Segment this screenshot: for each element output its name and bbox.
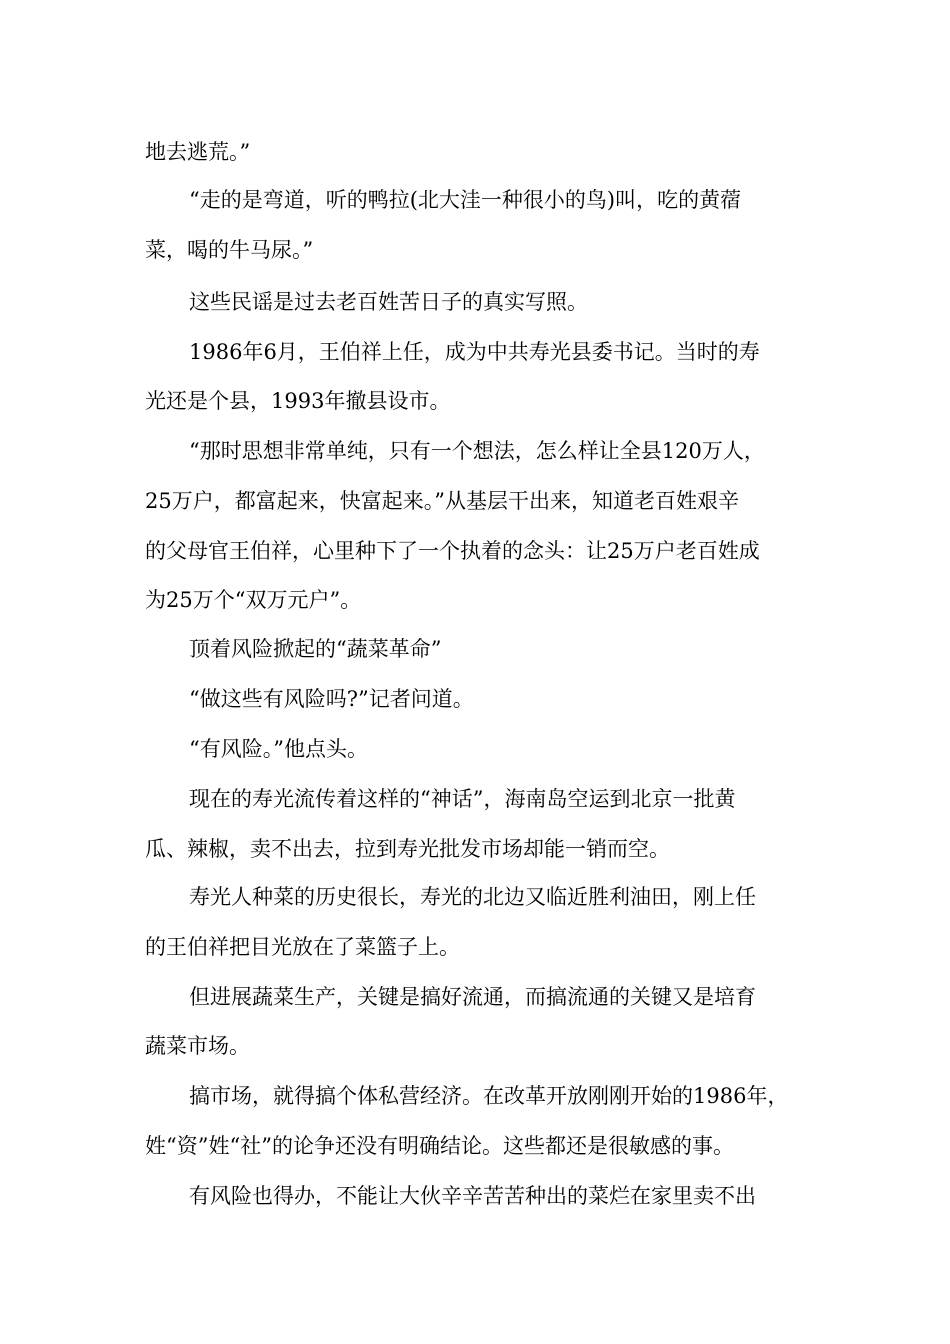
- text-line: 搞市场，就得搞个体私营经济。在改革开放刚刚开始的1986年，: [189, 1084, 789, 1108]
- text-line: 但进展蔬菜生产，关键是搞好流通，而搞流通的关键又是培育: [189, 985, 756, 1009]
- text-line: 瓜、辣椒，卖不出去，拉到寿光批发市场却能一销而空。: [145, 837, 670, 861]
- text-line: “做这些有风险吗?”记者问道。: [189, 687, 474, 711]
- text-line: 地去逃荒。”: [145, 140, 251, 164]
- text-line: 25万户，都富起来，快富起来。”从基层干出来，知道老百姓艰辛: [145, 489, 739, 513]
- text-line: 寿光人种菜的历史很长，寿光的北边又临近胜利油田，刚上任: [189, 885, 756, 909]
- text-line: 这些民谣是过去老百姓苦日子的真实写照。: [189, 290, 588, 314]
- text-line: 1986年6月，王伯祥上任，成为中共寿光县委书记。当时的寿: [189, 340, 760, 364]
- text-line: 姓“资”姓“社”的论争还没有明确结论。这些都还是很敏感的事。: [145, 1134, 734, 1158]
- section-heading: 顶着风险掀起的“蔬菜革命”: [189, 637, 442, 661]
- text-line: “有风险。”他点头。: [189, 737, 368, 761]
- text-line: “走的是弯道，听的鸭拉(北大洼一种很小的鸟)叫，吃的黄蓿: [189, 188, 742, 212]
- text-line: 菜，喝的牛马尿。”: [145, 238, 314, 262]
- text-line: 蔬菜市场。: [145, 1034, 250, 1058]
- text-line: 的父母官王伯祥，心里种下了一个执着的念头：让25万户老百姓成: [145, 539, 760, 563]
- text-line: 现在的寿光流传着这样的“神话”，海南岛空运到北京一批黄: [189, 787, 736, 811]
- text-line: 光还是个县，1993年撤县设市。: [145, 389, 451, 413]
- text-line: “那时思想非常单纯，只有一个想法，怎么样让全县120万人，: [189, 439, 765, 463]
- text-line: 为25万个“双万元户”。: [145, 588, 362, 612]
- text-line: 有风险也得办，不能让大伙辛辛苦苦种出的菜烂在家里卖不出: [189, 1184, 756, 1208]
- text-line: 的王伯祥把目光放在了菜篮子上。: [145, 935, 460, 959]
